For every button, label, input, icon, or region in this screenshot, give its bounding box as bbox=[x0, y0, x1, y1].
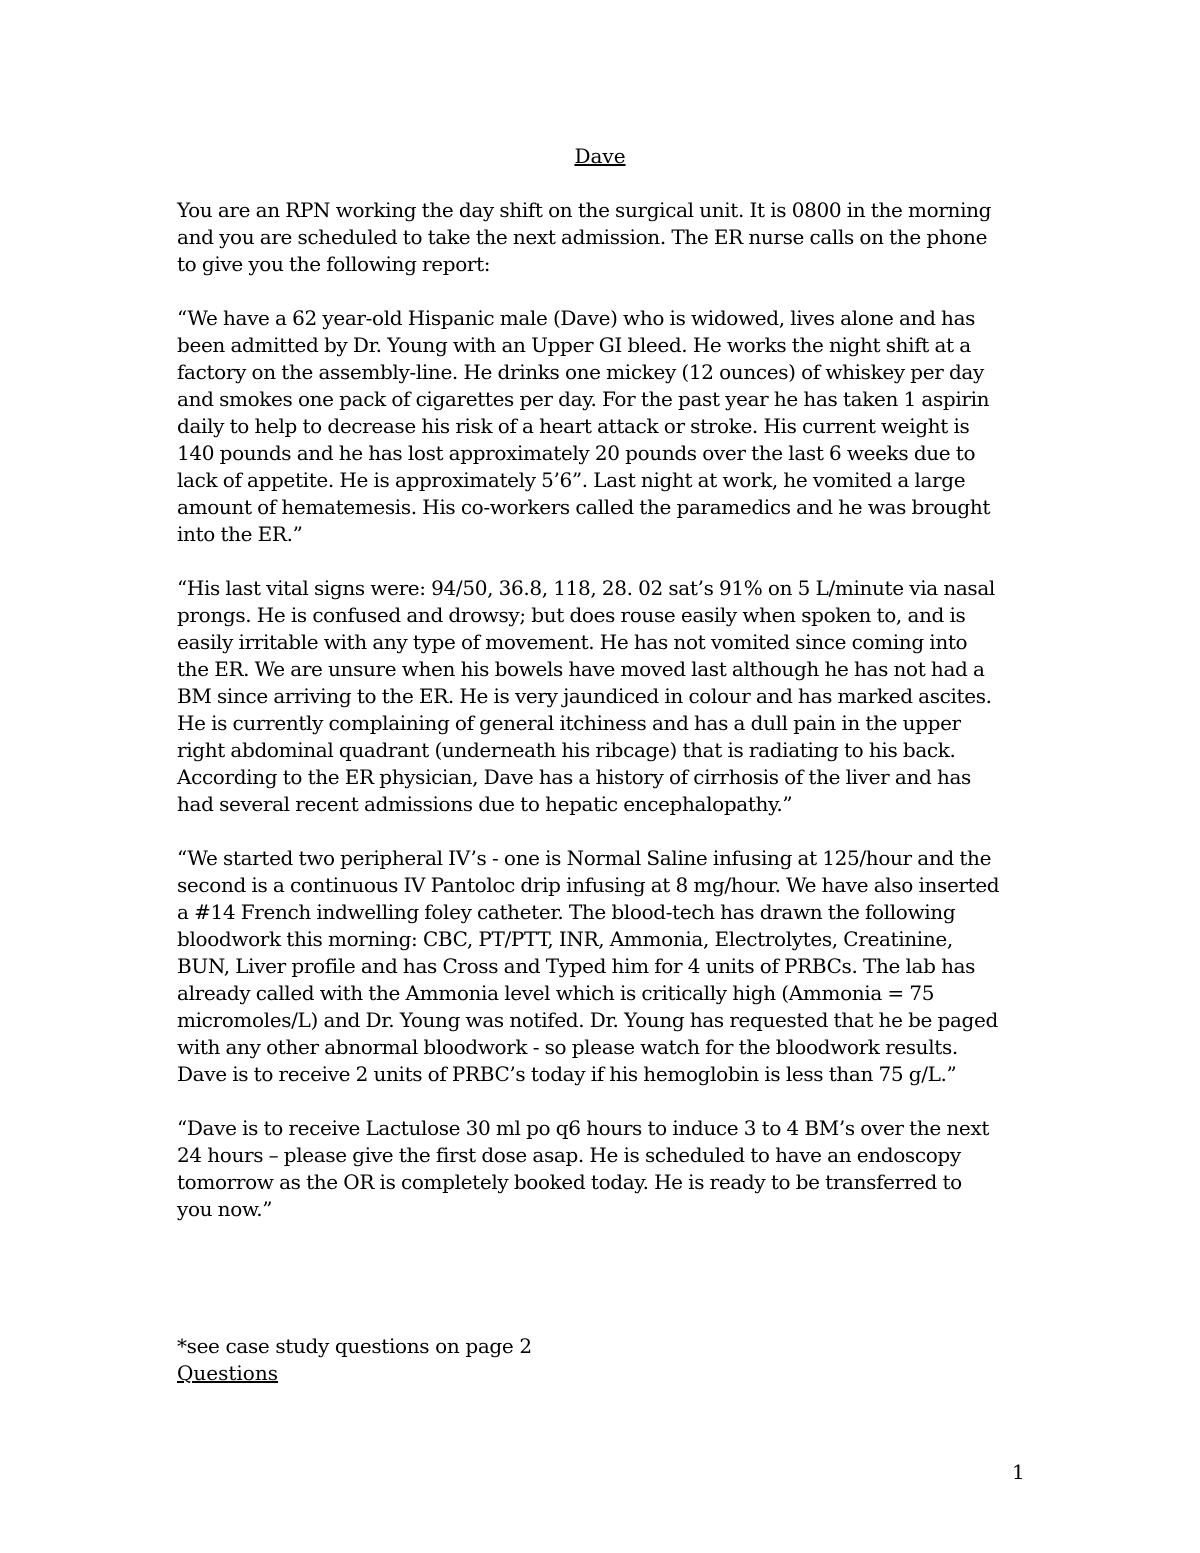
report-line: 140 pounds and he has lost approximately 20 pounds over the last 6 weeks due to bbox=[177, 441, 976, 465]
intro-line: and you are scheduled to take the next admission. The ER nurse calls on the phone bbox=[177, 225, 988, 249]
report-paragraph-treatment bbox=[177, 845, 1037, 1088]
report-line: Dave is to receive 2 units of PRBC’s today if his hemoglobin is less than 75 g/L.” bbox=[177, 1062, 957, 1086]
report-line: micromoles/L) and Dr. Young was notifed. Dr. Young has requested that he be paged bbox=[177, 1008, 998, 1032]
report-line: and smokes one pack of cigarettes per day. For the past year he has taken 1 aspirin bbox=[177, 387, 990, 411]
report-line: amount of hematemesis. His co-workers called the paramedics and he was brought bbox=[177, 495, 991, 519]
report-paragraph-vital-signs bbox=[177, 575, 1037, 818]
report-line: right abdominal quadrant (underneath his ribcage) that is radiating to his back. bbox=[177, 738, 956, 762]
questions-heading: Questions bbox=[177, 1361, 278, 1385]
document-body bbox=[177, 197, 1037, 1250]
report-line: a #14 French indwelling foley catheter. The blood-tech has drawn the following bbox=[177, 900, 956, 924]
report-line: 24 hours – please give the first dose asap. He is scheduled to have an endoscopy bbox=[177, 1143, 961, 1167]
report-line: factory on the assembly-line. He drinks one mickey (12 ounces) of whiskey per day bbox=[177, 360, 984, 384]
report-line: with any other abnormal bloodwork - so please watch for the bloodwork results. bbox=[177, 1035, 958, 1059]
report-line: the ER. We are unsure when his bowels have moved last although he has not had a bbox=[177, 657, 985, 681]
report-line: had several recent admissions due to hepatic encephalopathy.” bbox=[177, 792, 793, 816]
page-number: 1 bbox=[1012, 1460, 1025, 1484]
intro-paragraph bbox=[177, 197, 1037, 278]
case-study-footnote: *see case study questions on page 2 bbox=[177, 1334, 532, 1358]
report-line: According to the ER physician, Dave has a history of cirrhosis of the liver and has bbox=[177, 765, 971, 789]
report-line: lack of appetite. He is approximately 5’6”. Last night at work, he vomited a large bbox=[177, 468, 966, 492]
report-line: been admitted by Dr. Young with an Upper GI bleed. He works the night shift at a bbox=[177, 333, 971, 357]
report-line: easily irritable with any type of movement. He has not vomited since coming into bbox=[177, 630, 968, 654]
report-line: already called with the Ammonia level which is critically high (Ammonia = 75 bbox=[177, 981, 935, 1005]
report-line: BM since arriving to the ER. He is very jaundiced in colour and has marked ascites. bbox=[177, 684, 992, 708]
report-line: BUN, Liver profile and has Cross and Typed him for 4 units of PRBCs. The lab has bbox=[177, 954, 976, 978]
report-line: into the ER.” bbox=[177, 522, 303, 546]
report-line: second is a continuous IV Pantoloc drip infusing at 8 mg/hour. We have also inserted bbox=[177, 873, 1000, 897]
intro-line: You are an RPN working the day shift on the surgical unit. It is 0800 in the morning bbox=[177, 198, 992, 222]
report-line: you now.” bbox=[177, 1197, 273, 1221]
report-line: He is currently complaining of general itchiness and has a dull pain in the upper bbox=[177, 711, 961, 735]
report-line: “Dave is to receive Lactulose 30 ml po q6 hours to induce 3 to 4 BM’s over the next bbox=[177, 1116, 989, 1140]
report-line: tomorrow as the OR is completely booked today. He is ready to be transferred to bbox=[177, 1170, 962, 1194]
report-line: “His last vital signs were: 94/50, 36.8, 118, 28. 02 sat’s 91% on 5 L/minute via nasal bbox=[177, 576, 995, 600]
intro-line: to give you the following report: bbox=[177, 252, 491, 276]
report-line: bloodwork this morning: CBC, PT/PTT, INR, Ammonia, Electrolytes, Creatinine, bbox=[177, 927, 953, 951]
report-line: daily to help to decrease his risk of a heart attack or stroke. His current weight is bbox=[177, 414, 970, 438]
report-line: “We have a 62 year-old Hispanic male (Dave) who is widowed, lives alone and has bbox=[177, 306, 976, 330]
report-paragraph-orders bbox=[177, 1115, 1037, 1223]
report-line: “We started two peripheral IV’s - one is Normal Saline infusing at 125/hour and the bbox=[177, 846, 992, 870]
document-title: Dave bbox=[574, 144, 626, 168]
report-line: prongs. He is confused and drowsy; but does rouse easily when spoken to, and is bbox=[177, 603, 966, 627]
report-paragraph-patient-history bbox=[177, 305, 1037, 548]
